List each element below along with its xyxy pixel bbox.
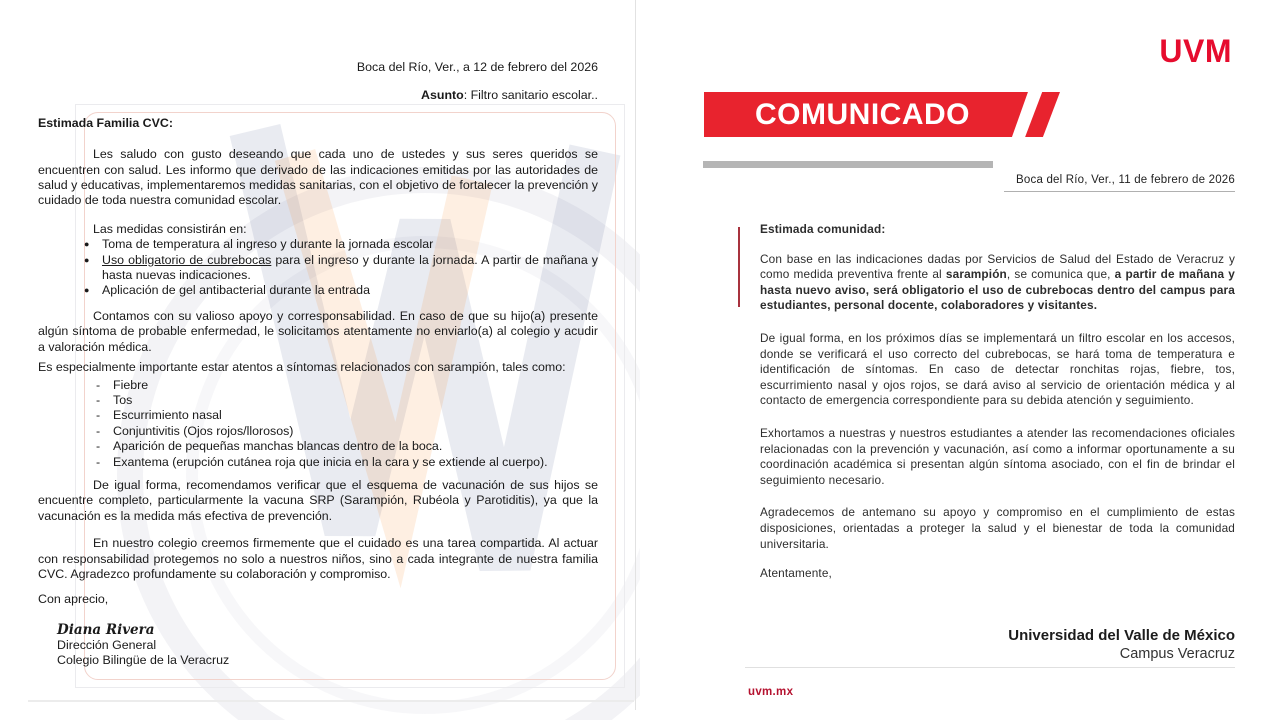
banner-title: COMUNICADO [755,98,970,131]
grey-divider-bar [703,161,993,168]
measure-item: ● Uso obligatorio de cubrebocas para el ingreso y durante la jornada. A partir de mañana y hasta nuevas indicaciones. [84,253,598,284]
measures-list [38,237,598,299]
symptom-item: - Fiebre [96,378,598,393]
signature-title: Dirección General [57,637,157,652]
signature-block [57,622,598,669]
scan-page-edge [635,0,636,710]
letter-subject: Asunto: Filtro sanitario escolar.. [421,88,598,103]
uvm-comunicado-page [640,0,1280,720]
comunicado-paragraph-3: Exhortamos a nuestras y nuestros estudiantes a atender las recomendaciones oficiales relacionadas con la prevención y vacunación, así como a informar oportunamente a su coordinación académica si presentan algún síntoma asociado, con el fin de brindar el seguimiento necesario. [760,425,1235,487]
letter-paragraph-2: Contamos con su valioso apoyo y corresponsabilidad. En caso de que su hijo(a) presente algún síntoma de probable enfermedad, le solicitamos atentamente no enviarlo(a) al colegio y acudir a valoración médica. [38,308,598,354]
signer-block [1008,626,1235,664]
letter-date: Boca del Río, Ver., a 12 de febrero del 2026 [356,60,598,74]
scan-page-bottom-edge [28,700,634,702]
signer-campus: Campus Veracruz [1119,646,1235,662]
measures-intro: Las medidas consistirán en: [93,221,247,236]
symptom-item: - Exantema (erupción cutánea roja que inicia en la cara y se extiende al cuerpo). [96,455,598,470]
symptom-item: - Conjuntivitis (Ojos rojos/llorosos) [96,424,598,439]
comunicado-date: Boca del Río, Ver., 11 de febrero de 2026 [1004,174,1235,192]
measure-item: ● Aplicación de gel antibacterial durante la entrada [84,283,598,298]
comunicado-paragraph-1: Con base en las indicaciones dadas por Servicios de Salud del Estado de Veracruz y como medida preventiva frente al sarampión, se comunica que, a partir de mañana y hasta nuevo aviso, será obligatorio el uso de cubrebocas dentro del campus para estudiantes, personal docente, colaboradores y visitantes. [760,251,1236,313]
symptoms-list [38,378,598,470]
letter-paragraph-1: Les saludo con gusto deseando que cada uno de ustedes y sus seres queridos se encuentren con salud. Les informo que derivado de las indicaciones emitidas por las autoridades de salud y educativas, implementaremos medidas sanitarias, con el objetivo de fortalecer la prevención y cuidado de toda nuestra comunidad escolar. [38,147,598,208]
comunicado-banner [704,92,1060,137]
signature-name: Diana Rivera [57,621,155,638]
comunicado-paragraph-2: De igual forma, en los próximos días se implementará un filtro escolar en los accesos, donde se verificará el uso correcto del cubrebocas, se hará toma de temperatura e identificación de síntomas. En caso de detectar ronchitas rojas, fiebre, tos, escurrimiento nasal y ojos rojos, se dará aviso al servicio de orientación médica y al contacto de emergencia correspondiente para su debida atención y seguimiento. [760,330,1235,408]
letter-closing: Con aprecio, [38,592,109,607]
symptom-item: - Tos [96,393,598,408]
uvm-logo: UVM [1159,33,1232,69]
uvm-website-link[interactable]: uvm.mx [748,686,794,698]
signature-org: Colegio Bilingüe de la Veracruz [57,653,230,668]
measure-item: ● Toma de temperatura al ingreso y durante la jornada escolar [84,237,598,252]
letter-body [38,60,598,669]
letter-paragraph-5: En nuestro colegio creemos firmemente que el cuidado es una tarea compartida. Al actuar con responsabilidad protegemos no solo a nuestros niños, sino a cada integrante de nuestra familia CVC. Agradezco profundamente su colaboración y compromiso. [38,536,598,581]
symptom-item: - Escurrimiento nasal [96,408,598,423]
footer-divider [745,667,1235,668]
red-accent-bar [738,227,740,307]
comunicado-body [760,222,1235,582]
comunicado-salutation: Estimada comunidad: [760,222,886,236]
comunicado-closing: Atentamente, [760,566,832,581]
comunicado-paragraph-4: Agradecemos de antemano su apoyo y compromiso en el cumplimiento de estas disposiciones, orientadas a proteger la salud y el bienestar de toda la comunidad universitaria. [760,505,1235,551]
signer-name: Universidad del Valle de México [1008,627,1235,644]
letter-paragraph-4: De igual forma, recomendamos verificar que el esquema de vacunación de sus hijos se encuentre completo, particularmente la vacuna SRP (Sarampión, Rubéola y Parotiditis), ya que la vacunación es la medida más efectiva de prevención. [38,477,598,523]
letter-paragraph-3: Es especialmente importante estar atentos a síntomas relacionados con sarampión, tales como: [38,360,566,375]
symptom-item: - Aparición de pequeñas manchas blancas dentro de la boca. [96,439,598,454]
letter-salutation: Estimada Familia CVC: [38,115,173,130]
